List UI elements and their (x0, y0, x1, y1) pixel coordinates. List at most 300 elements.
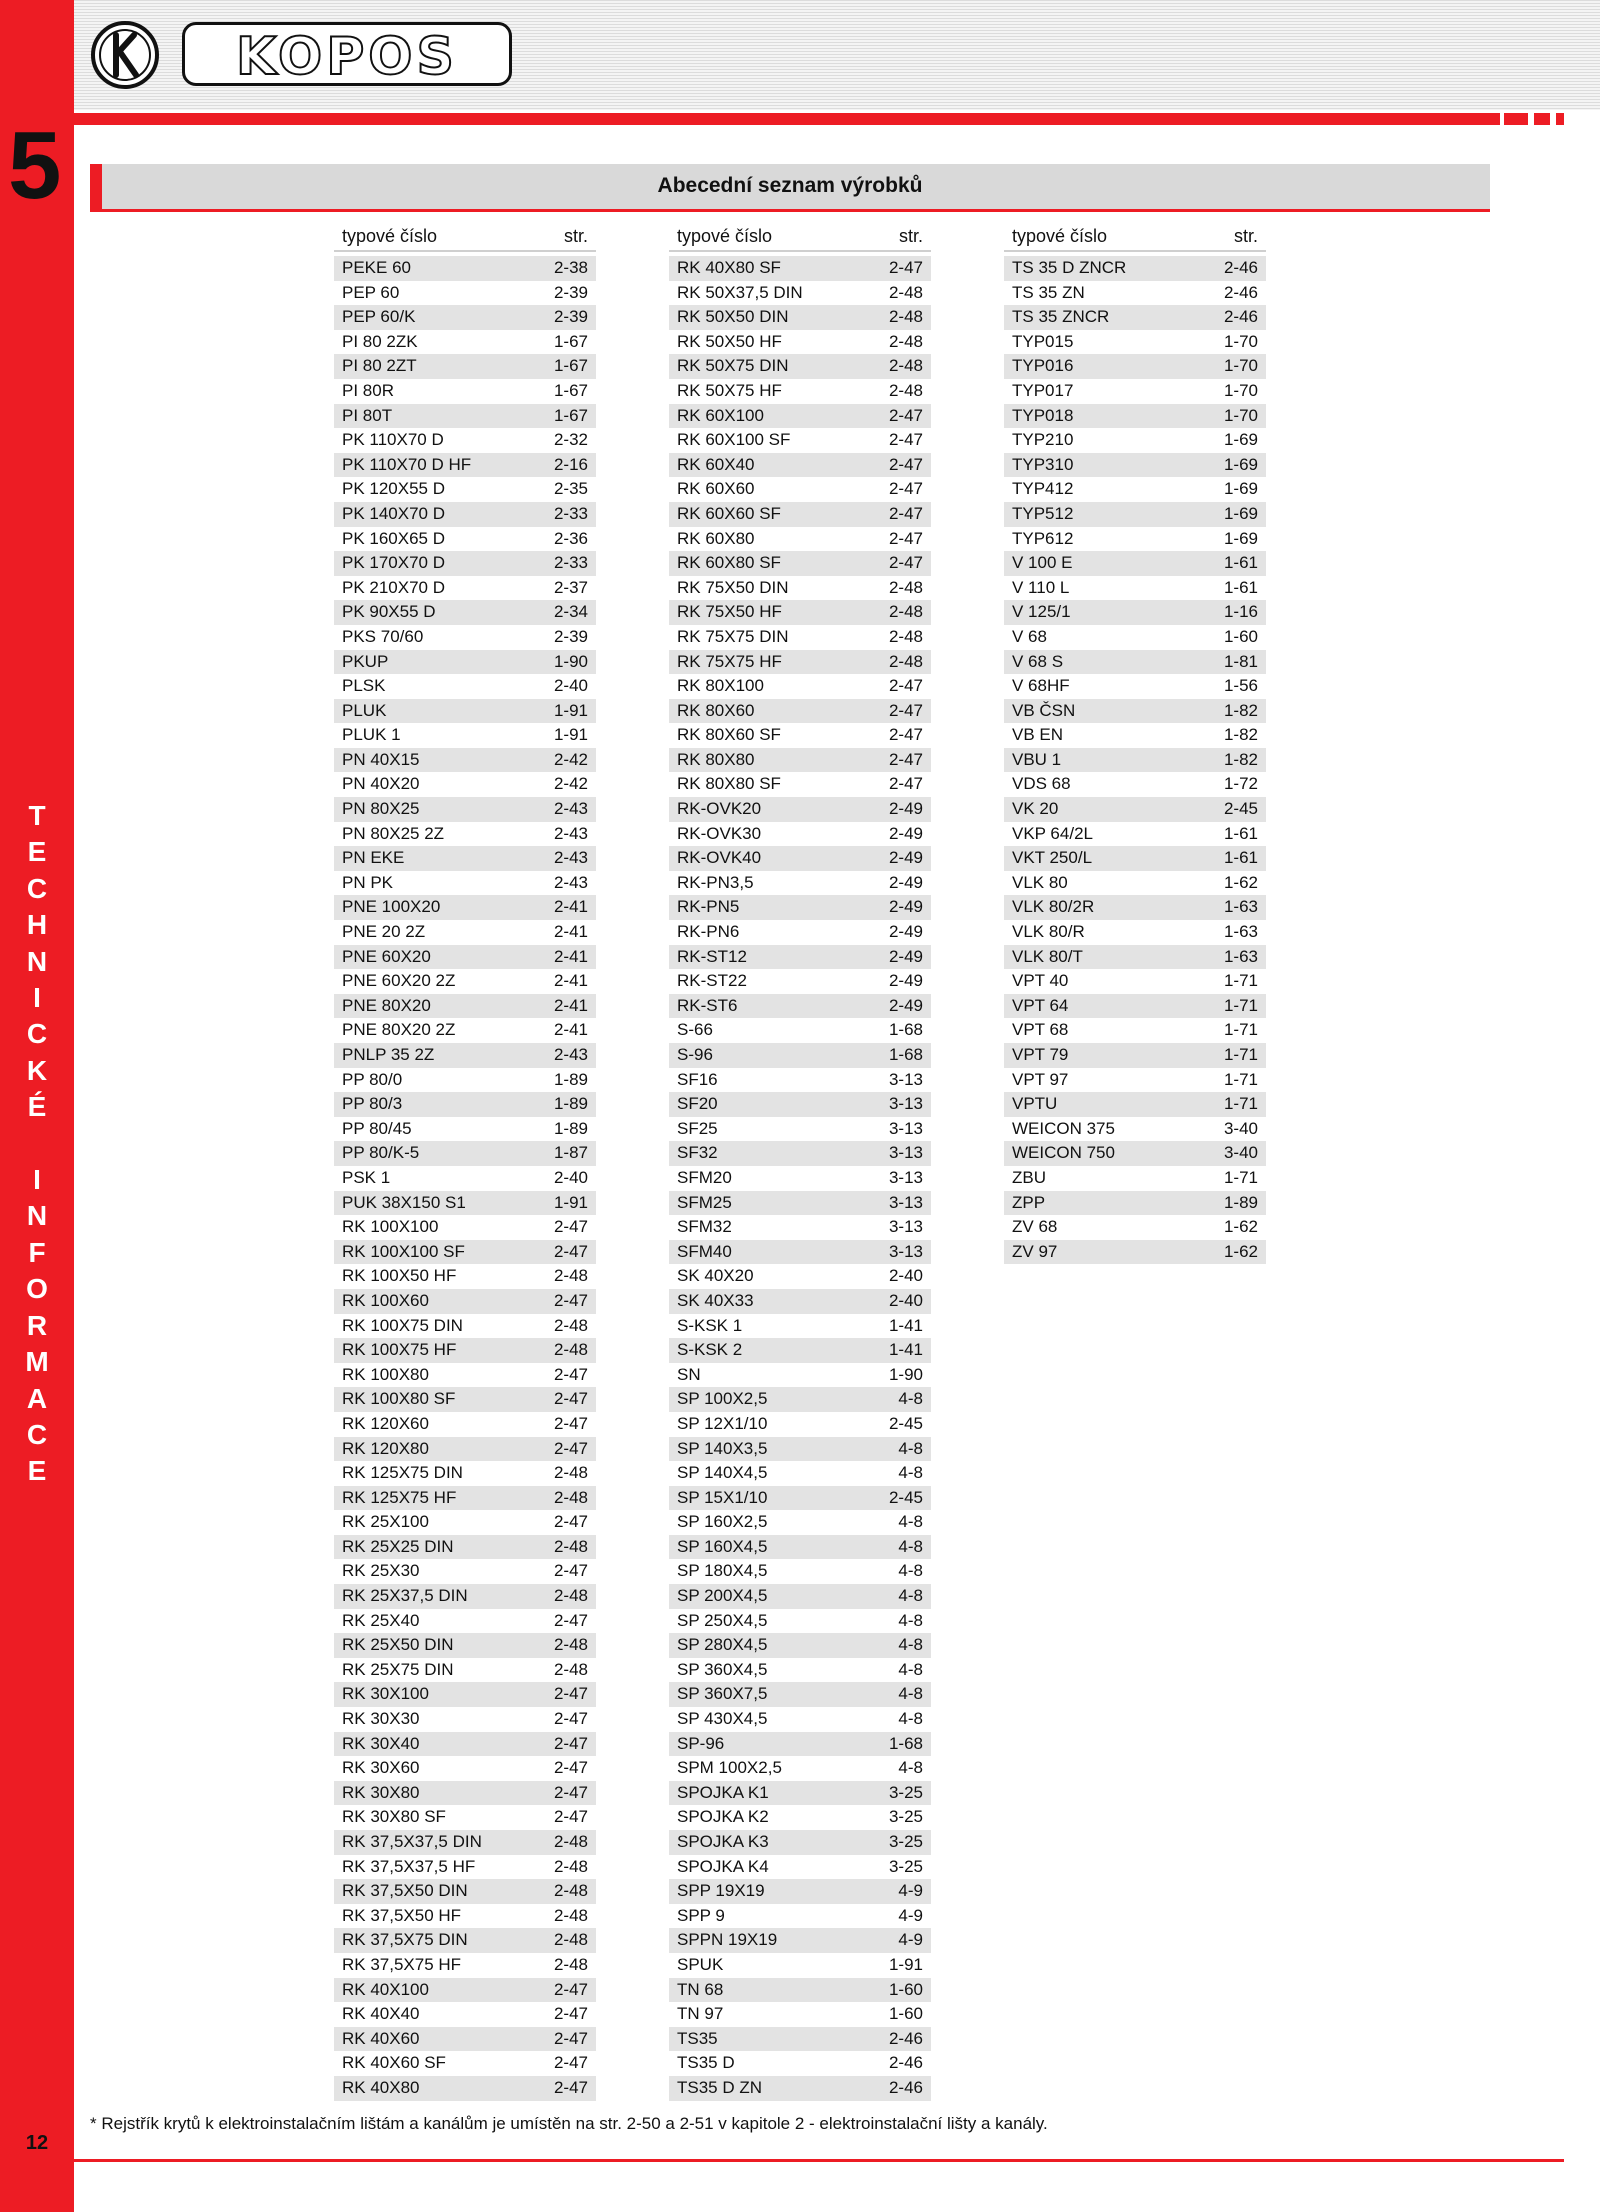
product-page: 2-41 (553, 995, 588, 1015)
table-row (1004, 723, 1266, 748)
product-page: 2-48 (888, 602, 923, 622)
table-row (669, 527, 931, 552)
product-type: RK 40X40 (342, 2004, 420, 2024)
product-page: 2-47 (553, 2028, 588, 2048)
product-page: 3-13 (888, 1192, 923, 1212)
table-row (669, 1240, 931, 1265)
product-type: VPT 79 (1012, 1045, 1069, 1064)
product-type: PN EKE (342, 848, 405, 868)
product-page: 2-47 (553, 1512, 588, 1532)
product-type: RK 37,5X37,5 HF (342, 1856, 476, 1876)
table-row (334, 502, 596, 527)
product-page: 2-47 (888, 454, 923, 474)
header-type-number: typové číslo (342, 226, 438, 246)
product-page: 2-47 (888, 258, 923, 277)
table-row (669, 1707, 931, 1732)
table-row (334, 1535, 596, 1560)
product-type: RK 37,5X75 DIN (342, 1930, 468, 1950)
product-page: 3-13 (888, 1167, 923, 1187)
product-page: 2-48 (888, 380, 923, 400)
vertical-letter: T (28, 800, 46, 831)
product-type: SPOJKA K4 (677, 1856, 769, 1876)
header-red-block (1534, 113, 1550, 125)
table-row (669, 2027, 931, 2052)
table-row (669, 2002, 931, 2027)
product-page: 1-71 (1223, 1045, 1258, 1064)
product-page: 4-8 (898, 1561, 923, 1581)
product-type: VKP 64/2L (1012, 823, 1093, 843)
table-row (669, 871, 931, 896)
product-page: 2-47 (553, 1217, 588, 1237)
product-page: 1-89 (553, 1118, 588, 1138)
table-row (1004, 527, 1266, 552)
product-type: RK 37,5X37,5 DIN (342, 1832, 482, 1851)
product-type: RK 60X80 (677, 528, 755, 548)
logo-wordmark-box (182, 22, 512, 86)
table-row (669, 1437, 931, 1462)
table-row (669, 1609, 931, 1634)
product-type: RK 125X75 HF (342, 1487, 457, 1507)
product-page: 3-13 (888, 1094, 923, 1114)
product-page: 2-48 (553, 1266, 588, 1286)
vertical-letter: H (26, 909, 48, 941)
table-row (334, 723, 596, 748)
table-row (669, 1830, 931, 1855)
product-page: 4-9 (898, 1930, 923, 1950)
product-type: PP 80/K-5 (342, 1143, 420, 1163)
product-page: 1-71 (1223, 1094, 1258, 1114)
header-red-block (1504, 113, 1528, 125)
product-type: SP 140X4,5 (677, 1463, 768, 1483)
table-row (334, 1092, 596, 1117)
product-page: 2-48 (553, 1832, 588, 1851)
product-page: 2-47 (553, 1438, 588, 1458)
table-row (669, 1855, 931, 1880)
product-type: PK 90X55 D (342, 602, 436, 622)
product-type: PP 80/0 (342, 1069, 403, 1089)
table-row (1004, 1215, 1266, 1240)
table-row (334, 453, 596, 478)
table-row (334, 2027, 596, 2052)
table-row (669, 1781, 931, 1806)
table-row (334, 748, 596, 773)
table-row (1004, 428, 1266, 453)
product-type: SP 160X2,5 (677, 1512, 768, 1532)
product-type: VKT 250/L (1012, 848, 1093, 868)
product-type: RK 80X80 SF (677, 774, 781, 794)
product-type: RK 40X80 SF (677, 258, 781, 277)
product-page: 2-16 (553, 454, 588, 474)
product-type: RK 120X60 (342, 1413, 429, 1433)
product-type: RK 40X60 (342, 2028, 420, 2048)
product-page: 2-48 (553, 1315, 588, 1335)
index-column-1 (334, 226, 596, 2101)
product-type: RK 75X50 HF (677, 602, 782, 622)
product-page: 1-82 (1223, 725, 1258, 745)
product-page: 2-40 (888, 1290, 923, 1310)
product-page: 1-67 (553, 331, 588, 351)
table-row (1004, 650, 1266, 675)
table-row (334, 650, 596, 675)
index-rows (669, 256, 931, 2101)
product-page: 1-71 (1223, 1069, 1258, 1089)
table-row (334, 1018, 596, 1043)
table-row (669, 625, 931, 650)
product-type: SPPN 19X19 (677, 1930, 778, 1950)
product-page: 2-37 (553, 577, 588, 597)
product-type: PNE 60X20 2Z (342, 971, 456, 991)
table-row (1004, 1018, 1266, 1043)
product-page: 2-46 (888, 2077, 923, 2097)
product-type: RK 37,5X75 HF (342, 1954, 462, 1974)
product-page: 2-46 (1223, 307, 1258, 327)
table-row (669, 1953, 931, 1978)
product-page: 2-47 (553, 2053, 588, 2073)
column-header (334, 226, 596, 252)
product-page: 2-40 (553, 676, 588, 696)
table-row (1004, 477, 1266, 502)
table-row (669, 1043, 931, 1068)
product-type: PN 80X25 2Z (342, 823, 445, 843)
table-row (669, 772, 931, 797)
product-page: 2-48 (888, 577, 923, 597)
header-page: str. (563, 226, 588, 246)
product-page: 1-70 (1223, 405, 1258, 425)
product-page: 2-47 (888, 430, 923, 450)
product-page: 2-48 (553, 1536, 588, 1556)
product-page: 1-71 (1223, 1020, 1258, 1040)
product-page: 2-48 (553, 1586, 588, 1606)
product-page: 2-48 (888, 331, 923, 351)
product-type: PEP 60/K (342, 307, 416, 327)
product-type: TS35 D ZN (677, 2077, 763, 2097)
product-page: 4-8 (898, 1659, 923, 1679)
product-page: 2-45 (1223, 799, 1258, 819)
table-row (669, 551, 931, 576)
chapter-number: 5 (8, 112, 62, 219)
table-row (334, 330, 596, 355)
product-page: 2-47 (888, 503, 923, 523)
product-page: 1-89 (553, 1094, 588, 1114)
product-type: PI 80T (342, 405, 393, 425)
table-row (334, 1855, 596, 1880)
table-row (334, 1830, 596, 1855)
product-page: 2-35 (553, 479, 588, 499)
product-page: 2-43 (553, 823, 588, 843)
product-type: RK 75X50 DIN (677, 577, 789, 597)
product-type: RK-ST6 (677, 995, 738, 1015)
product-page: 2-47 (888, 479, 923, 499)
product-type: RK 40X100 (342, 1979, 429, 1999)
vertical-letter: I (33, 1164, 41, 1196)
product-page: 2-47 (553, 1733, 588, 1753)
product-page: 1-70 (1223, 380, 1258, 400)
table-row (1004, 920, 1266, 945)
table-row (334, 1264, 596, 1289)
table-row (1004, 1166, 1266, 1191)
chapter-vertical-label (0, 798, 74, 1490)
product-type: RK 80X80 (677, 749, 755, 769)
product-page: 2-47 (553, 2077, 588, 2097)
product-type: RK 120X80 (342, 1438, 429, 1458)
product-type: V 68 (1012, 626, 1047, 646)
product-type: V 100 E (1012, 553, 1073, 573)
table-row (1004, 256, 1266, 281)
product-page: 2-48 (553, 1905, 588, 1925)
product-page: 2-39 (553, 282, 588, 302)
table-row (1004, 1068, 1266, 1093)
table-row (334, 1068, 596, 1093)
product-page: 2-47 (553, 1364, 588, 1384)
product-page: 2-47 (553, 1610, 588, 1630)
product-type: PK 140X70 D (342, 503, 446, 523)
table-row (334, 1510, 596, 1535)
product-page: 2-46 (1223, 258, 1258, 277)
product-page: 1-61 (1223, 553, 1258, 573)
table-row (669, 1289, 931, 1314)
product-type: SP 160X4,5 (677, 1536, 768, 1556)
product-type: TS 35 D ZNCR (1012, 258, 1127, 277)
table-row (1004, 945, 1266, 970)
table-row (334, 1117, 596, 1142)
product-page: 1-81 (1223, 651, 1258, 671)
product-type: S-KSK 2 (677, 1340, 743, 1360)
product-page: 2-48 (888, 282, 923, 302)
product-type: SP 250X4,5 (677, 1610, 768, 1630)
product-page: 2-45 (888, 1487, 923, 1507)
header-red-line (74, 113, 1500, 125)
product-type: TYP310 (1012, 454, 1074, 474)
product-type: RK 100X75 HF (342, 1340, 457, 1360)
product-type: VK 20 (1012, 799, 1059, 819)
product-page: 2-47 (553, 1389, 588, 1409)
product-page: 4-8 (898, 1684, 923, 1704)
product-page: 4-8 (898, 1463, 923, 1483)
product-type: RK 40X80 (342, 2077, 420, 2097)
product-type: RK 60X40 (677, 454, 755, 474)
product-type: VLK 80/2R (1012, 897, 1095, 917)
product-page: 2-32 (553, 430, 588, 450)
product-type: TYP015 (1012, 331, 1074, 351)
vertical-letter: F (28, 1236, 46, 1268)
product-page: 3-25 (888, 1856, 923, 1876)
product-page: 4-8 (898, 1758, 923, 1778)
product-page: 1-69 (1223, 528, 1258, 548)
product-type: SFM40 (677, 1241, 732, 1261)
product-type: VPT 97 (1012, 1069, 1069, 1089)
product-type: PP 80/45 (342, 1118, 412, 1138)
product-type: VLK 80 (1012, 872, 1068, 892)
product-page: 1-60 (888, 2004, 923, 2024)
product-type: SF32 (677, 1143, 718, 1163)
product-type: SF16 (677, 1069, 718, 1089)
table-row (334, 551, 596, 576)
table-row (334, 2051, 596, 2076)
product-type: SF25 (677, 1118, 718, 1138)
product-type: PP 80/3 (342, 1094, 403, 1114)
product-type: PN 40X20 (342, 774, 420, 794)
table-row (669, 281, 931, 306)
product-type: RK-OVK40 (677, 848, 762, 868)
product-page: 2-43 (553, 848, 588, 868)
table-row (1004, 551, 1266, 576)
product-page: 4-8 (898, 1438, 923, 1458)
product-type: VPT 68 (1012, 1020, 1069, 1040)
table-row (669, 822, 931, 847)
product-page: 1-68 (888, 1733, 923, 1753)
product-page: 2-39 (553, 307, 588, 327)
table-row (334, 1461, 596, 1486)
product-page: 2-45 (888, 1413, 923, 1433)
vertical-letter: É (27, 1091, 47, 1123)
table-row (1004, 379, 1266, 404)
product-page: 4-8 (898, 1635, 923, 1655)
product-type: SP 100X2,5 (677, 1389, 768, 1409)
product-page: 2-42 (553, 774, 588, 794)
product-type: PUK 38X150 S1 (342, 1192, 466, 1212)
product-page: 4-9 (898, 1905, 923, 1925)
vertical-letter: A (26, 1382, 48, 1414)
product-page: 2-43 (553, 799, 588, 819)
product-page: 2-41 (553, 971, 588, 991)
product-type: RK-OVK20 (677, 799, 762, 819)
product-page: 2-47 (888, 774, 923, 794)
product-page: 1-67 (553, 356, 588, 376)
product-type: SP 360X4,5 (677, 1659, 768, 1679)
table-row (669, 797, 931, 822)
product-page: 2-47 (553, 1413, 588, 1433)
table-row (669, 1879, 931, 1904)
product-type: PLSK (342, 676, 386, 696)
product-page: 2-49 (888, 823, 923, 843)
table-row (334, 1879, 596, 1904)
product-type: VPTU (1012, 1094, 1058, 1114)
product-page: 2-47 (888, 700, 923, 720)
product-type: SFM25 (677, 1192, 732, 1212)
product-page: 2-47 (553, 1979, 588, 1999)
table-row (1004, 1117, 1266, 1142)
product-type: RK 37,5X50 HF (342, 1905, 462, 1925)
header-page: str. (1233, 226, 1258, 246)
product-type: RK 50X50 DIN (677, 307, 789, 327)
product-type: SP 15X1/10 (677, 1487, 768, 1507)
product-page: 1-67 (553, 405, 588, 425)
product-page: 2-47 (553, 2004, 588, 2024)
product-type: PKUP (342, 651, 389, 671)
product-page: 2-43 (553, 1045, 588, 1064)
table-row (334, 404, 596, 429)
product-type: RK 30X80 SF (342, 1807, 446, 1827)
product-type: RK 100X80 SF (342, 1389, 456, 1409)
product-type: VDS 68 (1012, 774, 1071, 794)
product-type: RK 60X60 (677, 479, 755, 499)
table-row (1004, 699, 1266, 724)
table-row (334, 625, 596, 650)
table-row (669, 895, 931, 920)
product-type: PNE 80X20 2Z (342, 1020, 456, 1040)
product-page: 2-34 (553, 602, 588, 622)
table-row (1004, 1240, 1266, 1265)
product-page: 2-47 (553, 1782, 588, 1802)
product-type: TS35 (677, 2028, 718, 2048)
table-row (669, 1141, 931, 1166)
product-type: TS 35 ZN (1012, 282, 1085, 302)
product-type: SP 430X4,5 (677, 1709, 768, 1729)
index-rows (1004, 256, 1266, 1264)
table-row (334, 1215, 596, 1240)
table-row (1004, 895, 1266, 920)
table-row (1004, 822, 1266, 847)
product-page: 4-8 (898, 1709, 923, 1729)
product-page: 1-91 (888, 1954, 923, 1974)
product-page: 2-41 (553, 946, 588, 966)
product-page: 1-71 (1223, 971, 1258, 991)
table-row (334, 354, 596, 379)
product-type: RK 80X60 (677, 700, 755, 720)
vertical-letter: C (26, 872, 48, 904)
product-page: 2-48 (553, 1340, 588, 1360)
table-row (334, 969, 596, 994)
table-row (669, 1633, 931, 1658)
product-page: 2-47 (888, 749, 923, 769)
table-row (669, 576, 931, 601)
table-row (334, 428, 596, 453)
product-type: PSK 1 (342, 1167, 391, 1187)
product-page: 2-47 (553, 1758, 588, 1778)
table-row (669, 1584, 931, 1609)
product-page: 2-46 (1223, 282, 1258, 302)
table-row (669, 1682, 931, 1707)
table-row (669, 1363, 931, 1388)
product-type: V 68HF (1012, 676, 1070, 696)
product-type: RK 25X50 DIN (342, 1635, 454, 1655)
table-row (1004, 846, 1266, 871)
product-type: RK 60X60 SF (677, 503, 781, 523)
table-row (1004, 305, 1266, 330)
product-type: RK 80X100 (677, 676, 764, 696)
table-row (669, 650, 931, 675)
product-type: SP 360X7,5 (677, 1684, 768, 1704)
header-type-number: typové číslo (1012, 226, 1108, 246)
product-page: 3-13 (888, 1217, 923, 1237)
table-row (1004, 281, 1266, 306)
product-type: RK-OVK30 (677, 823, 762, 843)
product-type: SK 40X33 (677, 1290, 754, 1310)
table-row (334, 699, 596, 724)
product-type: RK 50X75 DIN (677, 356, 789, 376)
product-page: 3-25 (888, 1807, 923, 1827)
product-type: RK 25X30 (342, 1561, 420, 1581)
table-row (1004, 404, 1266, 429)
product-page: 3-40 (1223, 1118, 1258, 1138)
table-row (1004, 871, 1266, 896)
product-page: 2-47 (553, 1684, 588, 1704)
product-type: TYP017 (1012, 380, 1074, 400)
product-page: 2-47 (553, 1290, 588, 1310)
product-page: 2-48 (553, 1930, 588, 1950)
product-page: 2-38 (553, 258, 588, 277)
table-row (334, 1953, 596, 1978)
product-page: 2-49 (888, 848, 923, 868)
table-row (334, 379, 596, 404)
product-type: PLUK 1 (342, 725, 401, 745)
product-type: PLUK (342, 700, 387, 720)
product-page: 1-69 (1223, 503, 1258, 523)
table-row (1004, 625, 1266, 650)
product-page: 2-42 (553, 749, 588, 769)
vertical-letter: M (25, 1346, 49, 1378)
table-row (334, 1166, 596, 1191)
